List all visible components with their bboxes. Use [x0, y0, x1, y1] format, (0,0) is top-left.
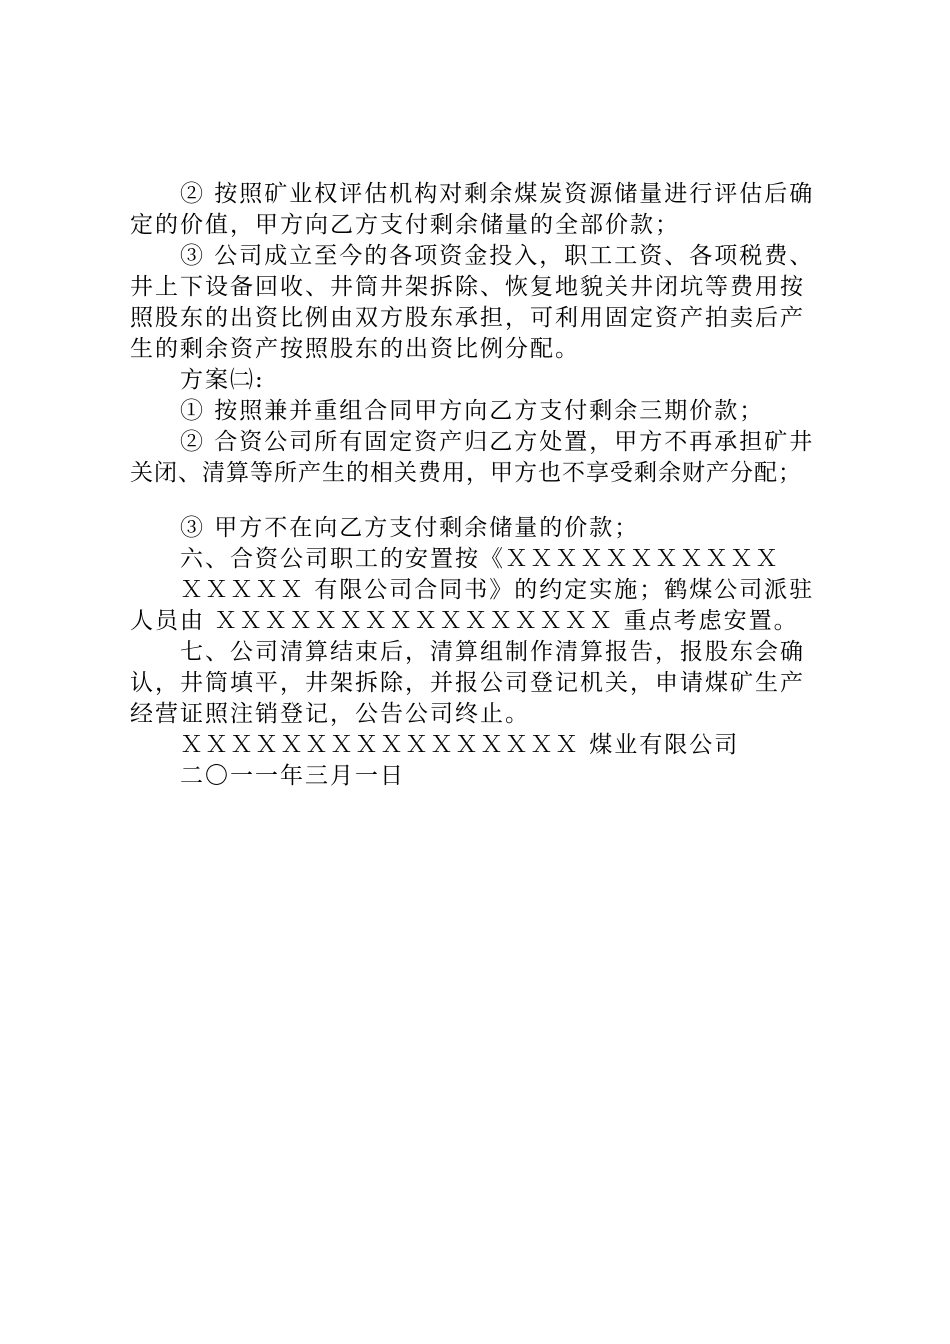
- text-line: 认，井筒填平，井架拆除，并报公司登记机关，申请煤矿生产: [130, 670, 805, 696]
- text-line: ＸＸＸＸＸ 有限公司合同书》的约定实施；鹤煤公司派驻: [180, 577, 815, 603]
- section-heading: 方案㈡:: [180, 367, 265, 393]
- signature-company: ＸＸＸＸＸＸＸＸＸＸＸＸＸＸＸＸ 煤业有限公司: [180, 732, 740, 758]
- text-line: 六、合资公司职工的安置按《ＸＸＸＸＸＸＸＸＸＸＸ: [180, 546, 780, 572]
- text-line: 生的剩余资产按照股东的出资比例分配。: [130, 336, 580, 362]
- text-line: 关闭、清算等所产生的相关费用，甲方也不享受剩余财产分配；: [130, 460, 802, 486]
- text-line: 定的价值，甲方向乙方支付剩余储量的全部价款；: [130, 212, 680, 238]
- text-line: 井上下设备回收、井筒井架拆除、恢复地貌关井闭坑等费用按: [130, 274, 805, 300]
- signature-date: 二〇一一年三月一日: [180, 763, 405, 789]
- text-line: ① 按照兼并重组合同甲方向乙方支付剩余三期价款；: [180, 398, 765, 424]
- text-line: ③ 公司成立至今的各项资金投入，职工工资、各项税费、: [180, 243, 815, 269]
- text-line: 经营证照注销登记，公告公司终止。: [130, 701, 530, 727]
- text-line: 七、公司清算结束后，清算组制作清算报告，报股东会确: [180, 639, 805, 665]
- text-line: ③ 甲方不在向乙方支付剩余储量的价款；: [180, 515, 640, 541]
- text-line: ② 合资公司所有固定资产归乙方处置，甲方不再承担矿井: [180, 429, 815, 455]
- text-line: 照股东的出资比例由双方股东承担，可利用固定资产拍卖后产: [130, 305, 805, 331]
- text-line: 人员由 ＸＸＸＸＸＸＸＸＸＸＸＸＸＸＸＸ 重点考虑安置。: [130, 608, 799, 634]
- text-line: ② 按照矿业权评估机构对剩余煤炭资源储量进行评估后确: [180, 181, 815, 207]
